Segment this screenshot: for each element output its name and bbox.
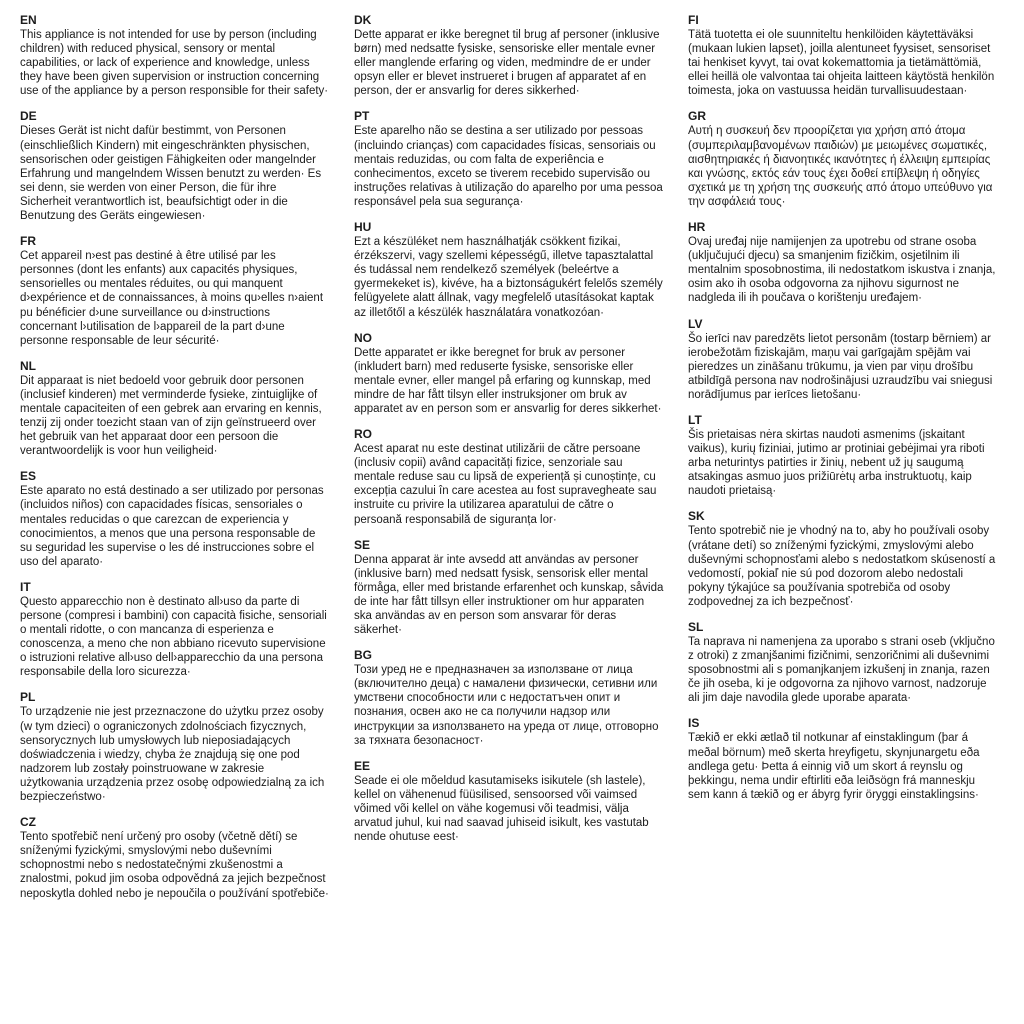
language-text-nl: Dit apparaat is niet bedoeld voor gebruik door personen (inclusief kinderen) met verminderde fysieke, zintuiglijke of mentale capaciteiten of een gebrek aan ervaring en kennis, tenzij zij onder toezicht staan van of zijn geïnstrueerd over het gebruik van het apparaat door een persoon die verantwoordelijk is voor hun veiligheid· — [20, 374, 322, 458]
language-section-fr — [20, 234, 330, 348]
column-3 — [688, 13, 998, 912]
language-code-fi: FI — [688, 13, 699, 27]
language-code-no: NO — [354, 330, 372, 345]
language-text-pl: To urządzenie nie jest przeznaczone do użytku przez osoby (w tym dzieci) o ograniczonych zdolnościach fizycznych, sensorycznych lub umysłowych lub nieposiadających doświadczenia i wiedzy, chyba że znajdują się one pod nadzorem lub zostały poinstruowane w zakresie użytkowania urządzenia przez osobę odpowiedzialną za ich bezpieczeństwo· — [20, 706, 325, 804]
language-section-hr — [688, 220, 998, 305]
language-text-hu: Ezt a készüléket nem használhatják csökkent fizikai, érzékszervi, vagy szellemi képességű, illetve tapasztalattal és tudással nem rendelkező személyek (beleértve a gyermekeket is), kivéve, ha a biztonságukért felelős személy felügyelete alatt állnak, vagy megfelelő utasításokat kaptak az illetőtől a készülék használatára vonatkozóan· — [354, 236, 663, 319]
language-code-nl: NL — [20, 358, 36, 373]
column-1 — [20, 13, 330, 912]
language-section-it — [20, 580, 330, 680]
language-text-pt: Este aparelho não se destina a ser utilizado por pessoas (incluindo crianças) com capacidades físicas, sensoriais ou mentais reduzidas, ou com falta de experiência e conhecimentos, exceto se tiverem recebido supervisão ou instruções relativas à utilização do aparelho por uma pessoa responsável pela sua segurança· — [354, 125, 663, 208]
language-section-lv — [688, 317, 998, 402]
language-text-gr: Αυτή η συσκευή δεν προορίζεται για χρήση από άτομα (συμπεριλαμβανομένων παιδιών) με μειωμένες σωματικές, αισθητηριακές ή διανοητικές ικανότητες ή έλλειψη εμπειρίας και γνώσης, εκτός εάν τους έχει δοθεί επίβλεψη ή οδηγίες σχετικά με τη χρήση της συσκευής από άτομο υπεύθυνο για την ασφάλειά τους· — [688, 125, 993, 208]
language-section-fi — [688, 13, 998, 98]
language-text-ro: Acest aparat nu este destinat utilizării de către persoane (inclusiv copii) având capacități fizice, senzoriale sau mentale reduse sau cu lipsă de experiență și cunoștințe, cu excepția cazului în care acestea au fost supravegheate sau instruite cu privire la utilizarea aparatului de către o persoană responsabilă de siguranța lor· — [354, 443, 657, 526]
language-code-lv: LV — [688, 316, 703, 331]
language-code-ee: EE — [354, 758, 371, 773]
language-code-hu: HU — [354, 220, 372, 235]
language-text-no: Dette apparatet er ikke beregnet for bruk av personer (inkludert barn) med reduserte fysiske, sensoriske eller mentale evner, eller mangel på erfaring og kunnskap, med mindre de har fått tilsyn eller instruksjoner om bruk av apparatet av en person som er ansvarlig for deres sikkerhet· — [354, 346, 662, 415]
language-text-sl: Ta naprava ni namenjena za uporabo s strani oseb (vključno z otroki) z zmanjšanimi fizičnimi, senzoričnimi ali duševnimi sposobnostmi ali s pomanjkanjem izkušenj in znanja, razen če jih oseba, ki je odgovorna za njihovo varnost, nadzoruje ali jim daje navodila glede uporabe aparata· — [688, 636, 995, 705]
language-section-ee — [354, 759, 664, 844]
language-code-fr: FR — [20, 234, 36, 249]
language-section-bg — [354, 648, 664, 748]
language-code-pt: PT — [354, 109, 370, 124]
language-section-ro — [354, 427, 664, 527]
language-code-hr: HR — [688, 220, 706, 235]
language-section-en — [20, 13, 330, 98]
language-text-es: Este aparato no está destinado a ser utilizado por personas (incluidos niños) con capacidades físicas, sensoriales o mentales reducidas o que carezcan de experiencia y conocimientos, a menos que una persona responsable de su seguridad les supervise o les dé instrucciones sobre el uso del aparato· — [20, 485, 324, 568]
language-text-de: Dieses Gerät ist nicht dafür bestimmt, von Personen (einschließlich Kindern) mit eingeschränkten physischen, sensorischen oder geistigen Fähigkeiten oder mangelnder Erfahrung und mangelndem Wissen benutzt zu werden· Es sei denn, sie werden von einer Person, die für ihre Sicherheit verantwortlich ist, beaufsichtigt oder in die Benutzung des Geräts eingewiesen· — [20, 125, 322, 223]
language-code-cz: CZ — [20, 815, 36, 830]
language-code-sk: SK — [688, 509, 705, 524]
language-text-it: Questo apparecchio non è destinato all›uso da parte di persone (compresi i bambini) con capacità fisiche, sensoriali o mentali ridotte, o con mancanza di esperienza e conoscenza, a meno che non abbiano ricevuto supervisione o istruzioni relative all›uso dell›apparecchio da una persona responsabile della loro sicurezza· — [20, 595, 327, 679]
language-text-lv: Šo ierīci nav paredzēts lietot personām (tostarp bērniem) ar ierobežotām fiziskajām, maņu vai garīgajām spējām vai pieredzes un zināšanu trūkumu, ja vien par viņu drošību atbildīgā persona nav nodrošinājusi uzraudzību vai sniegusi norādījumus par ierīces lietošanu· — [688, 332, 993, 401]
language-code-it: IT — [20, 579, 31, 594]
language-code-dk: DK — [354, 13, 372, 27]
language-section-nl — [20, 359, 330, 459]
language-code-pl: PL — [20, 690, 36, 705]
language-text-se: Denna apparat är inte avsedd att användas av personer (inklusive barn) med nedsatt fysisk, sensorisk eller mental förmåga, eller med bristande erfarenhet och kunskap, såvida de inte har fått tillsyn eller instruktioner om hur apparaten ska användas av en person som ansvarar för deras säkerhet· — [354, 553, 664, 637]
language-section-no — [354, 331, 664, 416]
language-section-gr — [688, 109, 998, 209]
language-code-de: DE — [20, 109, 37, 124]
language-text-sk: Tento spotrebič nie je vhodný na to, aby ho používali osoby (vrátane detí) so zníženými fyzickými, zmyslovými alebo duševnými schopnosťami alebo s nedostatkom skúseností a vedomostí, pokiaľ nie sú pod dozorom alebo nedostali pokyny týkajúce sa používania spotrebiča od osoby zodpovednej za ich bezpečnosť· — [688, 525, 996, 608]
language-section-hu — [354, 220, 664, 320]
language-section-is — [688, 716, 998, 801]
language-text-dk: Dette apparat er ikke beregnet til brug af personer (inklusive børn) med nedsatte fysiske, sensoriske eller mentale evner eller manglende erfaring og viden, medmindre de er under opsyn eller er blevet instrueret i brugen af apparatet af en person, der er ansvarlig for deres sikkerhed· — [354, 29, 660, 98]
language-text-hr: Ovaj uređaj nije namijenjen za upotrebu od strane osoba (uključujući djecu) sa smanjenim fizičkim, osjetilnim ili mentalnim sposobnostima, ili nedostatkom iskustva i znanja, osim ako ih osoba odgovorna za njihovu sigurnost ne nadgleda ili ih poučava o korištenju uređajem· — [688, 236, 996, 305]
language-text-bg: Този уред не е предназначен за използване от лица (включително деца) с намалени физически, сетивни или умствени способности или с недостатъчен опит и познания, освен ако не са получили надзор или инструкции за използването на уреда от лице, отговорно за тяхната безопасност· — [354, 664, 659, 747]
language-text-lt: Šis prietaisas nėra skirtas naudoti asmenims (įskaitant vaikus), kurių fiziniai, jutimo ar protiniai gebėjimai yra riboti arba neturintys patirties ir žinių, nebent už jų saugumą atsakingas asmuo juos prižiūrėtų arba instruktuotų, kaip naudoti prietaisą· — [688, 428, 985, 498]
language-section-pl — [20, 690, 330, 804]
language-section-se — [354, 538, 664, 638]
language-section-cz — [20, 815, 330, 900]
language-code-bg: BG — [354, 648, 372, 663]
language-section-de — [20, 109, 330, 223]
language-code-ro: RO — [354, 427, 372, 442]
language-text-ee: Seade ei ole mõeldud kasutamiseks isikutele (sh lastele), kellel on vähenenud füüsilised, sensoorsed või vaimsed võimed või kellel on vähe kogemusi või teadmisi, välja arvatud juhul, kui nad saavad juhiseid isikult, kes vastutab nende ohutuse eest· — [354, 774, 649, 844]
column-2 — [354, 13, 664, 912]
language-section-sk — [688, 509, 998, 609]
language-section-es — [20, 469, 330, 569]
language-code-es: ES — [20, 469, 37, 484]
language-text-en: This appliance is not intended for use by person (including children) with reduced physical, sensory or mental capabilities, or lack of experience and knowledge, unless they have been given supervision or instruction concerning use of the appliance by a person responsible for their safety· — [20, 29, 329, 98]
language-section-sl — [688, 620, 998, 705]
language-code-gr: GR — [688, 109, 706, 124]
language-code-lt: LT — [688, 412, 702, 427]
language-text-fr: Cet appareil n›est pas destiné à être utilisé par les personnes (dont les enfants) aux capacités physiques, sensorielles ou mentales réduites, ou qui manquent d›expérience et de connaissances, à moins qu›elles n›aient pu bénéficier d›une surveillance ou d›instructions concernant l›utilisation de l›appareil de la part d›une personne responsable de leur sécurité· — [20, 250, 324, 347]
language-section-dk — [354, 13, 664, 98]
language-code-sl: SL — [688, 620, 704, 634]
language-section-lt — [688, 413, 998, 498]
language-code-is: IS — [688, 716, 700, 731]
language-text-cz: Tento spotřebič není určený pro osoby (včetně dětí) se sníženými fyzickými, smyslovými nebo duševními schopnostmi nebo s nedostatečnými zkušenostmi a znalostmi, pokud jim osoba odpovědná za jejich bezpečnost neposkytla dohled nebo je nepoučila o používání spotřebiče· — [20, 831, 329, 900]
language-text-is: Tækið er ekki ætlað til notkunar af einstaklingum (þar á meðal börnum) með skerta hreyfigetu, skynjunargetu eða andlega getu· Þetta á einnig við um skort á reynslu og þekkingu, nema undir eftirliti eða leiðsögn frá manneskju sem kann á tækið og er ábyrg fyrir öryggi einstaklingsins· — [688, 732, 980, 801]
language-code-se: SE — [354, 537, 371, 552]
language-code-en: EN — [20, 13, 37, 27]
language-text-fi: Tätä tuotetta ei ole suunniteltu henkilöiden käytettäväksi (mukaan lukien lapset), joilla alentuneet fyysiset, sensoriset tai henkiset kyvyt, tai ovat kokemattomia ja tietämättömiä, ellei heillä ole valvontaa tai ohjeita laitteen käytöstä henkilön toimesta, joka on vastuussa heidän turvallisuudestaan· — [688, 29, 995, 98]
language-section-pt — [354, 109, 664, 209]
